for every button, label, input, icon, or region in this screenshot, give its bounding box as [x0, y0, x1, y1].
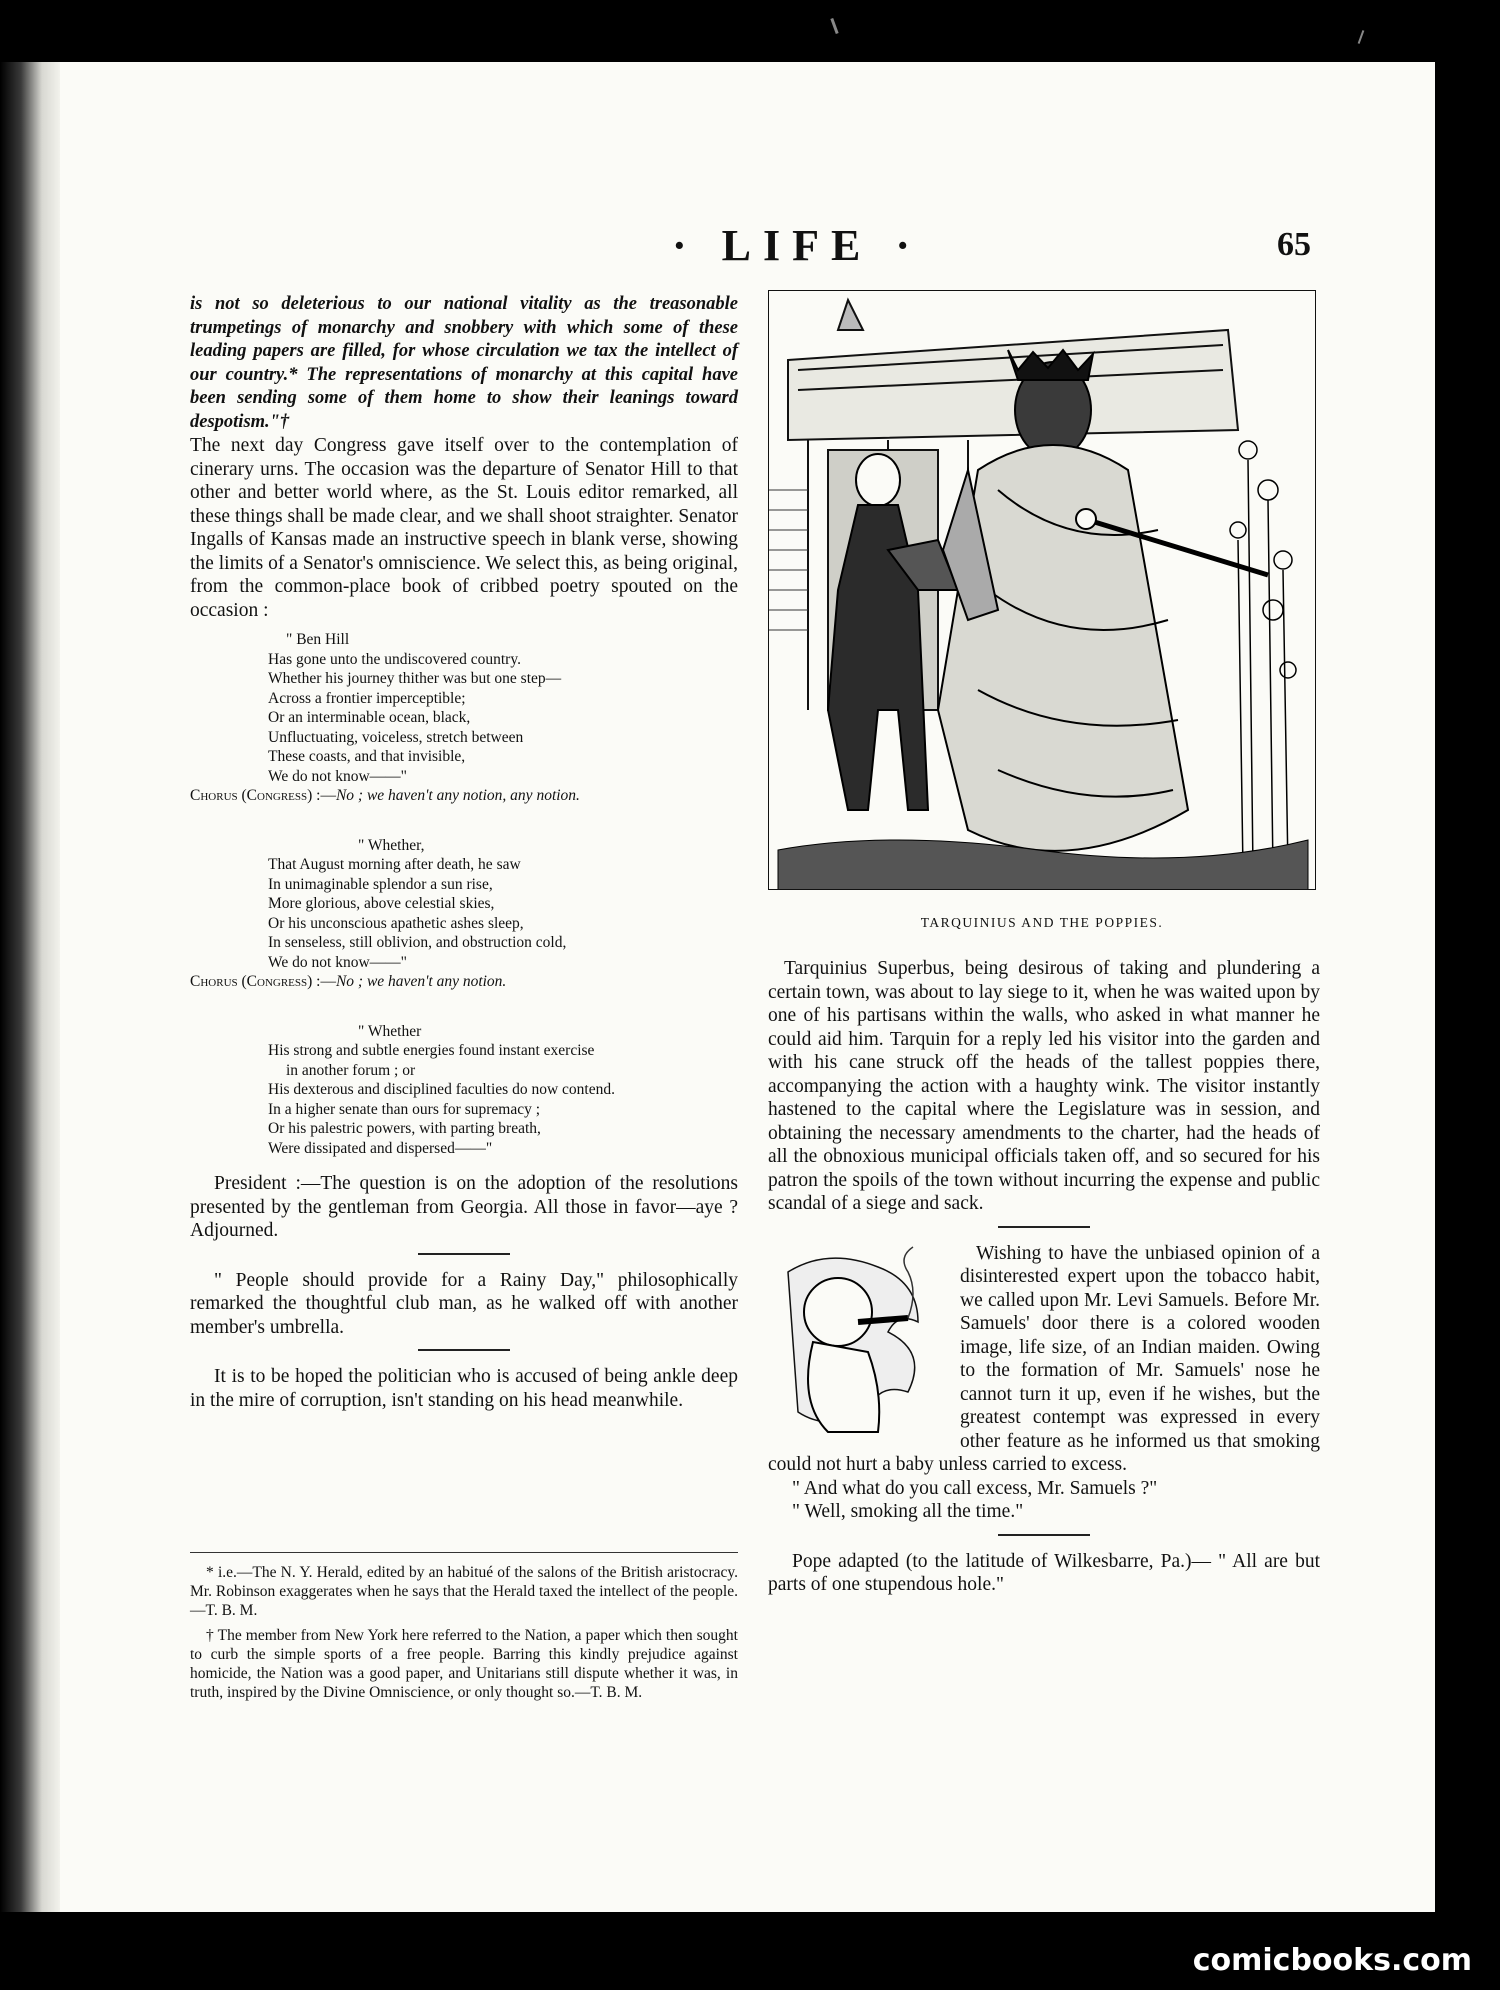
poem-line: " Whether,	[358, 836, 425, 854]
scan-mark	[1358, 30, 1365, 44]
poem-line: Whether his journey thither was but one step—	[268, 670, 562, 687]
poem-line: That August morning after death, he saw	[268, 856, 521, 873]
excess-question: " And what do you call excess, Mr. Samuels ?"	[792, 1477, 1158, 1499]
chorus-text: No ; we haven't any notion.	[335, 973, 507, 990]
poem-line: In a higher senate than ours for supremacy ;	[268, 1100, 541, 1118]
president-paragraph: President :—The question is on the adoption of the resolutions presented by the gentleman from Georgia. All those in favor—aye ? Adjourned.	[190, 1173, 738, 1241]
poem-line: " Whether	[358, 1022, 422, 1040]
poem-stanza-2	[190, 836, 738, 992]
poem-line: Or his unconscious apathetic ashes sleep,	[268, 914, 524, 932]
cherub-smoking-illustration	[768, 1242, 948, 1442]
poem-line: " Ben Hill	[286, 631, 350, 648]
poem-line: We do not know——"	[268, 953, 407, 971]
section-divider	[998, 1226, 1090, 1228]
chorus-line	[190, 972, 738, 992]
poem-line: Or his palestric powers, with parting breath,	[268, 1120, 541, 1137]
poem-line: Across a frontier imperceptible;	[268, 689, 466, 707]
rainy-day-paragraph: " People should provide for a Rainy Day," philosophically remarked the thoughtful club man, as he walked off with another member's umbrella.	[190, 1269, 738, 1338]
footnote: * i.e.—The N. Y. Herald, edited by an habitué of the salons of the British aristocracy. Mr. Robinson exaggerates when he says that the Herald taxed the intellect of the people.—T. B. M.	[190, 1564, 738, 1619]
chorus-text: No ; we haven't any notion, any notion.	[335, 787, 580, 804]
chorus-label: Chorus (Congress) :—	[190, 787, 336, 804]
scan-mark	[830, 18, 838, 34]
illustration-caption: TARQUINIUS AND THE POPPIES.	[920, 915, 1164, 930]
magazine-title: · LIFE ·	[672, 221, 923, 270]
poem-line: More glorious, above celestial skies,	[268, 895, 495, 912]
poem-stanza-1	[190, 630, 738, 806]
chorus-line	[190, 786, 738, 806]
section-divider	[418, 1349, 510, 1351]
poem-line: Or an interminable ocean, black,	[268, 709, 471, 726]
pope-paragraph: Pope adapted (to the latitude of Wilkesbarre, Pa.)— " All are but parts of one stupendous hole."	[768, 1550, 1320, 1595]
tarquin-paragraph: Tarquinius Superbus, being desirous of taking and plundering a certain town, was about to lay siege to it, when he was waited upon by one of his partisans within the walls, who asked in what manner he could aid him. Tarquin for a reply led his visitor into the garden and with his cane struck off the heads of the tallest poppies there, accompanying the action with a haughty wink. The visitor instantly hastened to the capital where the Legislature was in session, and obtaining the necessary amendments to the charter, had the heads of all the obnoxious municipal officials taken off, and so secured for his patron the spoils of the town without incurring the expense and public scandal of a siege and sack.	[768, 958, 1320, 1214]
poem-line: Unfluctuating, voiceless, stretch between	[268, 728, 524, 746]
poem-line: Has gone unto the undiscovered country.	[268, 650, 521, 668]
poem-line: In senseless, still oblivion, and obstruction cold,	[268, 934, 567, 951]
poem-line: His strong and subtle energies found instant exercise	[268, 1042, 595, 1059]
right-column	[768, 957, 1320, 1597]
poem-line: These coasts, and that invisible,	[268, 748, 466, 765]
watermark-text: comicbooks.com	[1192, 1943, 1472, 1978]
poem-line: Were dissipated and dispersed——"	[268, 1139, 493, 1157]
tarquinius-illustration	[768, 290, 1316, 890]
wishing-paragraph: Wishing to have the unbiased opinion of a disinterested expert upon the tobacco habit, we called upon Mr. Levi Samuels. Before Mr. Samuels' door there is a colored wooden image, life size, of an Indian maiden. Owing to the formation of Mr. Samuels' nose he cannot turn it up, even if he wishes, but the greatest contempt was expressed in every other feature as he informed us that smoking could not hurt a baby unless carried to excess.	[768, 1242, 1320, 1475]
section-divider	[418, 1253, 510, 1255]
poem-line: in another forum ; or	[286, 1061, 416, 1079]
poem-stanza-3	[190, 1022, 738, 1159]
congress-paragraph: The next day Congress gave itself over to the contemplation of cinerary urns. The occasion was the departure of Senator Hill to that other and better world where, as the St. Louis editor remarked, all these things shall be made clear, and we shall shoot straighter. Senator Ingalls of Kansas made an instructive speech in blank verse, showing the limits of a Senator's omniscience. We select this, as being original, from the common-place book of cribbed poetry spouted on the occasion :	[190, 435, 738, 621]
poem-line: His dexterous and disciplined faculties do now contend.	[268, 1081, 615, 1098]
excess-answer: " Well, smoking all the time."	[792, 1501, 1024, 1522]
intro-quote: is not so deleterious to our national vitality as the treasonable trumpetings of monarchy and snobbery with which some of these leading papers are filled, for whose circulation we tax the intellect of our country.* The representations of monarchy at this capital have been sending some of them home to show their leanings toward despotism."†	[190, 294, 738, 432]
footnote: † The member from New York here referred to the Nation, a paper which then sought to curb the simple sports of a free people. Barring this kindly prejudice against homicide, the Nation was a good paper, and Unitarians still dispute whether it was, in truth, inspired by the Divine Omniscience, or only thought so.—T. B. M.	[190, 1627, 738, 1701]
book-spine-shadow	[0, 62, 60, 1912]
footnotes	[190, 1552, 738, 1702]
politician-paragraph: It is to be hoped the politician who is accused of being ankle deep in the mire of corruption, isn't standing on his head meanwhile.	[190, 1366, 738, 1411]
section-divider	[998, 1534, 1090, 1536]
chorus-label: Chorus (Congress) :—	[190, 973, 336, 990]
left-column	[190, 293, 738, 1412]
poem-line: We do not know——"	[268, 767, 407, 785]
poem-line: In unimaginable splendor a sun rise,	[268, 875, 493, 893]
page-number: 65	[1277, 226, 1311, 263]
